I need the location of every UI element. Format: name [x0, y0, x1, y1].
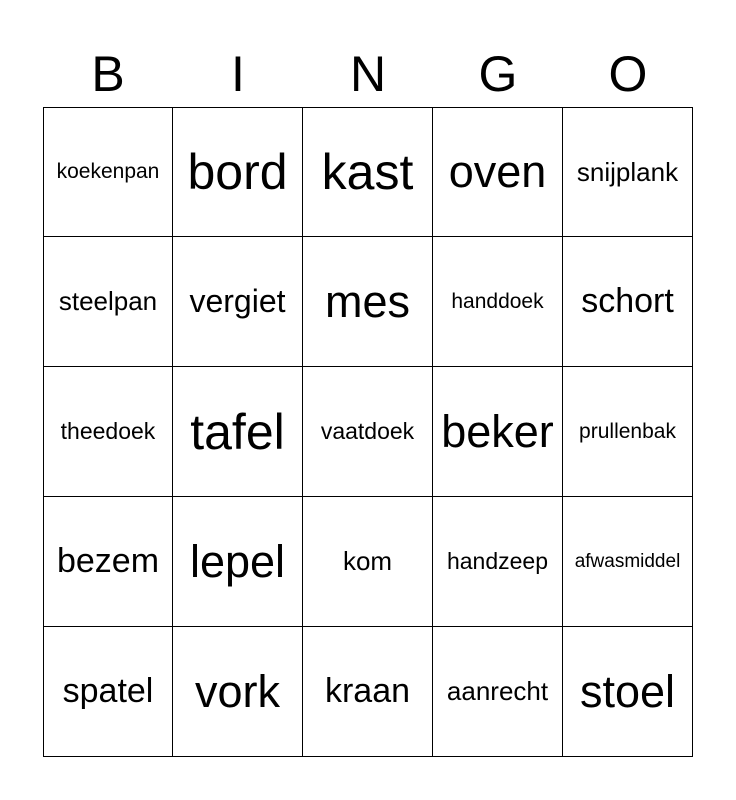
bingo-cell[interactable]: beker [433, 367, 563, 497]
bingo-cell[interactable]: kraan [303, 627, 433, 757]
bingo-cell[interactable]: vaatdoek [303, 367, 433, 497]
bingo-cell[interactable]: koekenpan [43, 107, 173, 237]
bingo-cell[interactable]: prullenbak [563, 367, 693, 497]
header-letter-i: I [231, 46, 245, 102]
bingo-cell[interactable]: handzeep [433, 497, 563, 627]
bingo-cell[interactable]: bezem [43, 497, 173, 627]
header-letter-o: O [608, 46, 648, 102]
bingo-cell[interactable]: schort [563, 237, 693, 367]
header-letter-n: N [349, 46, 387, 102]
header-letter-b: B [91, 46, 125, 102]
bingo-cell[interactable]: aanrecht [433, 627, 563, 757]
bingo-cell[interactable]: bord [173, 107, 303, 237]
bingo-cell[interactable]: mes [303, 237, 433, 367]
bingo-cell[interactable]: steelpan [43, 237, 173, 367]
bingo-cell[interactable]: spatel [43, 627, 173, 757]
header-letter-g: G [478, 46, 518, 102]
bingo-cell[interactable]: kast [303, 107, 433, 237]
bingo-card [43, 107, 693, 757]
bingo-cell[interactable]: lepel [173, 497, 303, 627]
bingo-cell[interactable]: afwasmiddel [563, 497, 693, 627]
bingo-cell[interactable]: handdoek [433, 237, 563, 367]
bingo-cell[interactable]: tafel [173, 367, 303, 497]
bingo-cell[interactable]: snijplank [563, 107, 693, 237]
bingo-cell[interactable]: theedoek [43, 367, 173, 497]
bingo-cell[interactable]: vork [173, 627, 303, 757]
bingo-cell[interactable]: oven [433, 107, 563, 237]
bingo-cell[interactable]: kom [303, 497, 433, 627]
bingo-cell[interactable]: vergiet [173, 237, 303, 367]
bingo-cell[interactable]: stoel [563, 627, 693, 757]
bingo-header [43, 40, 693, 108]
